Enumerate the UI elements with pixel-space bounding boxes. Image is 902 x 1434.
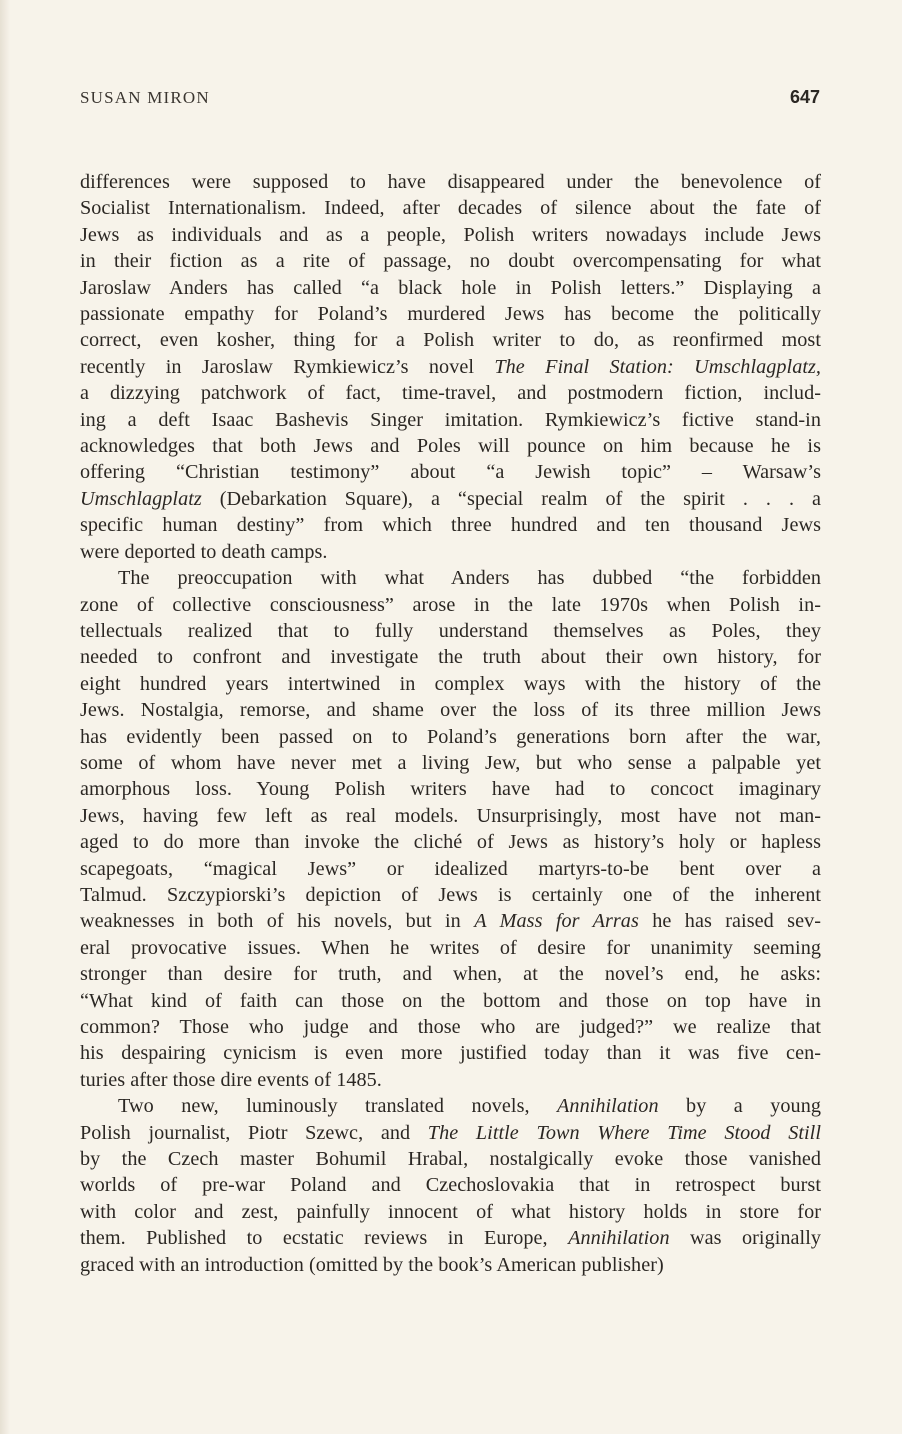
italic-title: The Final Station: Umschlagplatz, xyxy=(494,355,821,378)
text-line xyxy=(80,486,821,512)
text-line xyxy=(80,1199,821,1225)
text-run: tellectuals realized that to fully understand themselves as Poles, they xyxy=(80,619,821,642)
text-run: zone of collective consciousness” arose in the late 1970s when Polish in- xyxy=(80,593,821,616)
text-line xyxy=(80,565,821,591)
text-run: were deported to death camps. xyxy=(80,540,328,563)
text-run: in their fiction as a rite of passage, no doubt overcompensating for what xyxy=(80,250,821,273)
text-run: Jews as individuals and as a people, Polish writers nowadays include Jews xyxy=(80,223,821,246)
paragraph xyxy=(80,169,821,565)
text-run: by a young xyxy=(658,1095,821,1118)
text-run: Talmud. Szczypiorski’s depiction of Jews is certainly one of the inherent xyxy=(80,883,821,906)
text-line xyxy=(80,1225,821,1251)
text-run: a dizzying patchwork of fact, time-travel, and postmodern fiction, includ- xyxy=(80,382,821,405)
text-line xyxy=(80,776,821,802)
text-line xyxy=(80,354,821,380)
text-line xyxy=(80,1014,821,1040)
text-run: them. Published to ecstatic reviews in Europe, xyxy=(80,1227,569,1250)
text-run: differences were supposed to have disappeared under the benevolence of xyxy=(80,171,821,193)
text-run: acknowledges that both Jews and Poles will pounce on him because he is xyxy=(80,435,821,458)
text-run: eral provocative issues. When he writes of desire for unanimity seeming xyxy=(80,936,821,959)
text-line xyxy=(80,908,821,934)
text-run: “What kind of faith can those on the bottom and those on top have in xyxy=(80,989,821,1012)
text-line xyxy=(80,275,821,301)
text-run: he has raised sev- xyxy=(638,910,821,933)
paragraph xyxy=(80,1093,821,1278)
text-line xyxy=(80,539,821,565)
running-head xyxy=(80,88,824,110)
text-run: Socialist Internationalism. Indeed, after decades of silence about the fate of xyxy=(80,197,821,220)
text-line xyxy=(80,829,821,855)
text-run: The preoccupation with what Anders has dubbed “the forbidden xyxy=(118,567,821,590)
text-line xyxy=(80,169,821,195)
text-line xyxy=(80,935,821,961)
page-gutter-shadow xyxy=(0,0,10,1434)
text-line xyxy=(80,697,821,723)
text-line xyxy=(80,433,821,459)
text-line xyxy=(80,1120,821,1146)
text-line xyxy=(80,671,821,697)
text-run: has evidently been passed on to Poland’s generations born after the war, xyxy=(80,725,821,748)
text-line xyxy=(80,644,821,670)
text-run: (Debarkation Square), a “special realm of the spirit . . . a xyxy=(201,487,821,510)
text-line xyxy=(80,301,821,327)
text-run: turies after those dire events of 1485. xyxy=(80,1068,382,1091)
text-line xyxy=(80,803,821,829)
text-run: Jews. Nostalgia, remorse, and shame over the loss of its three million Jews xyxy=(80,699,821,722)
italic-title: A Mass for Arras xyxy=(474,910,639,933)
text-run: his despairing cynicism is even more justified today than it was five cen- xyxy=(80,1042,821,1065)
text-run: Polish journalist, Piotr Szewc, and xyxy=(80,1121,428,1144)
text-line xyxy=(80,856,821,882)
text-line xyxy=(80,327,821,353)
text-run: some of whom have never met a living Jew, but who sense a palpable yet xyxy=(80,751,821,774)
text-run: was originally xyxy=(669,1227,821,1250)
text-line xyxy=(80,882,821,908)
text-line xyxy=(80,222,821,248)
text-run: amorphous loss. Young Polish writers have had to concoct imaginary xyxy=(80,778,821,801)
text-line xyxy=(80,459,821,485)
text-line xyxy=(80,195,821,221)
text-run: graced with an introduction (omitted by the book’s American publisher) xyxy=(80,1253,664,1276)
text-line xyxy=(80,1146,821,1172)
text-line xyxy=(80,618,821,644)
text-line xyxy=(80,1040,821,1066)
text-run: Jews, having few left as real models. Unsurprisingly, most have not man- xyxy=(80,804,821,827)
text-line xyxy=(80,512,821,538)
text-line xyxy=(80,1067,821,1093)
text-line xyxy=(80,380,821,406)
text-line xyxy=(80,1252,821,1278)
text-run: specific human destiny” from which three hundred and ten thousand Jews xyxy=(80,514,821,537)
text-run: stronger than desire for truth, and when, at the novel’s end, he asks: xyxy=(80,963,821,986)
text-run: by the Czech master Bohumil Hrabal, nostalgically evoke those vanished xyxy=(80,1148,821,1171)
article-body xyxy=(80,169,821,1278)
italic-title: Annihilation xyxy=(568,1227,670,1250)
page-number: 647 xyxy=(789,87,820,107)
text-run: correct, even kosher, thing for a Polish writer to do, as reonfirmed most xyxy=(80,329,821,352)
italic-title: Annihilation xyxy=(557,1095,659,1118)
text-run: Jaroslaw Anders has called “a black hole in Polish letters.” Displaying a xyxy=(80,276,821,299)
running-head-author: SUSAN MIRON xyxy=(80,88,210,107)
text-line xyxy=(80,988,821,1014)
text-run: scapegoats, “magical Jews” or idealized martyrs-to-be bent over a xyxy=(80,857,821,880)
text-run: with color and zest, painfully innocent of what history holds in store for xyxy=(80,1200,821,1223)
text-run: recently in Jaroslaw Rymkiewicz’s novel xyxy=(80,355,495,378)
text-run: needed to confront and investigate the truth about their own history, for xyxy=(80,646,821,669)
text-line xyxy=(80,248,821,274)
text-line xyxy=(80,750,821,776)
text-line xyxy=(80,407,821,433)
text-run: weaknesses in both of his novels, but in xyxy=(80,910,475,933)
text-run: eight hundred years intertwined in complex ways with the history of the xyxy=(80,672,821,695)
text-line xyxy=(80,1093,821,1119)
text-line xyxy=(80,724,821,750)
italic-title: Umschlagplatz xyxy=(80,487,202,510)
text-run: ing a deft Isaac Bashevis Singer imitation. Rymkiewicz’s fictive stand-in xyxy=(80,408,821,431)
italic-title: The Little Town Where Time Stood Still xyxy=(427,1121,821,1144)
text-run: Two new, luminously translated novels, xyxy=(118,1095,558,1118)
paragraph xyxy=(80,565,821,1093)
text-run: common? Those who judge and those who are judged?” we realize that xyxy=(80,1016,821,1038)
text-line xyxy=(80,592,821,618)
text-line xyxy=(80,1172,821,1198)
text-run: passionate empathy for Poland’s murdered Jews has become the politically xyxy=(80,303,821,326)
text-run: aged to do more than invoke the cliché of Jews as history’s holy or hapless xyxy=(80,831,821,854)
text-line xyxy=(80,961,821,987)
text-run: worlds of pre-war Poland and Czechoslovakia that in retrospect burst xyxy=(80,1174,821,1197)
text-run: offering “Christian testimony” about “a Jewish topic” – Warsaw’s xyxy=(80,461,821,484)
